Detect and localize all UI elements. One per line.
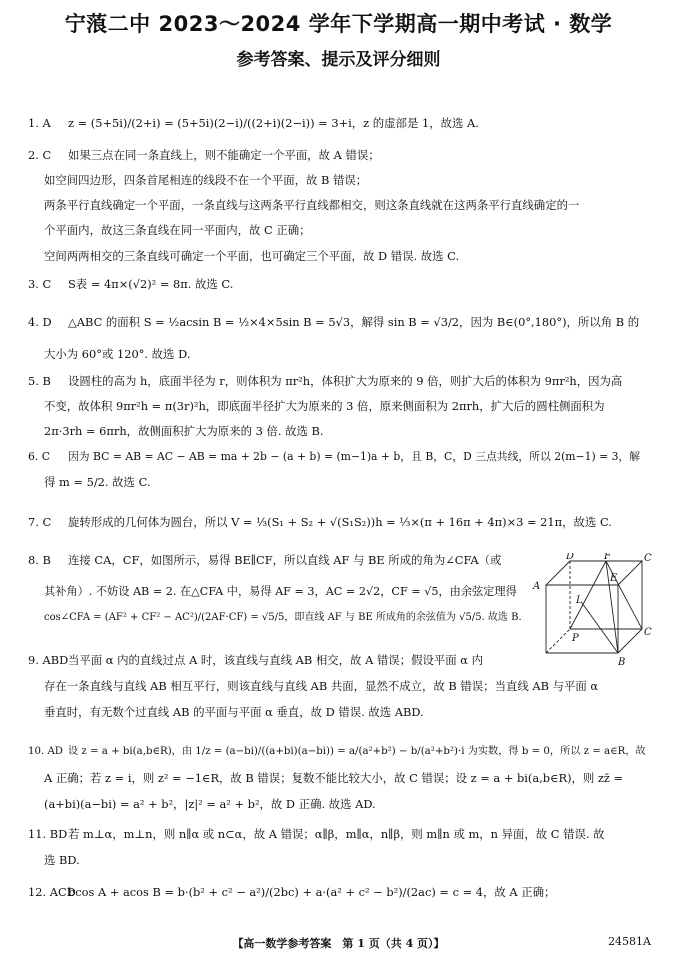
label-c1: C [644, 553, 652, 564]
answer-text: 当平面 α 内的直线过点 A 时，该直线与直线 AB 相交，故 A 错误；假设平面 α 内 [68, 653, 483, 667]
answer-text: 如果三点在同一条直线上，则不能确定一个平面，故 A 错误； [68, 148, 380, 162]
answer-text: 连接 CA，CF，如图所示，易得 BE∥CF，所以直线 AF 与 BE 所成的角为∠CFA（或 [68, 553, 502, 567]
answer-line [44, 398, 605, 414]
answer-text: bcos A + acos B = b·(b² + c² − a²)/(2bc) + a·(a² + c² − b²)/(2ac) = c = 4，故 A 正确； [68, 885, 556, 899]
answer-line [44, 474, 151, 490]
answer-text: 设圆柱的高为 h，底面半径为 r，则体积为 πr²h，体积扩大为原来的 9 倍，则扩大后的体积为 9πr²h，因为高 [68, 374, 623, 388]
answer-number: 6. C [28, 450, 50, 463]
answer-text: 个平面内，故这三条直线在同一平面内，故 C 正确； [44, 223, 311, 237]
answer-text: △ABC 的面积 S = ½acsin B = ½×4×5sin B = 5√3，解得 sin B = √3/2，因为 B∈(0°,180°)，所以角 B 的 [68, 315, 640, 329]
answer-text: 空间两两相交的三条直线可确定一个平面，也可确定三个平面，故 D 错误. 故选 C. [44, 249, 460, 263]
answer-text: 因为 BC = AB = AC − AB = ma + 2b − (a + b) = (m−1)a + b，且 B，C，D 三点共线，所以 2(m−1) = 3，解 [68, 450, 641, 463]
answer-number: 9. ABD [28, 653, 69, 667]
answer-number: 12. ACD [28, 885, 76, 899]
answer-text: 其补角）. 不妨设 AB = 2. 在△CFA 中，易得 AF = 3，AC = 2√2，CF = √5，由余弦定理得 [44, 585, 517, 598]
label-p: P [572, 633, 579, 644]
answer-line [28, 373, 622, 389]
label-f: F [604, 553, 611, 562]
answer-number: 11. BD [28, 827, 68, 841]
answer-line [28, 115, 479, 131]
answer-number: 10. AD [28, 746, 63, 757]
answer-number: 2. C [28, 148, 52, 162]
answer-line [28, 276, 233, 292]
label-e: E [610, 573, 618, 584]
answer-number: 3. C [28, 277, 52, 291]
answer-text: 两条平行直线确定一个平面，一条直线与这两条平行直线都相交，则这条直线就在这两条平行直线确定的一 [44, 198, 580, 212]
label-b: B [618, 657, 626, 668]
answer-text: cos∠CFA = (AF² + CF² − AC²)/(2AF·CF) = √5/5，即直线 AF 与 BE 所成角的余弦值为 √5/5. 故选 B. [44, 612, 522, 623]
answer-line [28, 884, 555, 900]
answer-line [44, 678, 598, 694]
page-subtitle: 参考答案、提示及评分细则 [236, 50, 441, 70]
answer-line [28, 314, 639, 330]
answer-text: 存在一条直线与直线 AB 相互平行，则该直线与直线 AB 共面，显然不成立，故 B 错误；当直线 AB 与平面 α [44, 679, 599, 693]
answer-text: 如空间四边形，四条首尾相连的线段不在一个平面，故 B 错误； [44, 173, 368, 187]
answer-line [44, 704, 424, 720]
page-footer: 【高一数学参考答案 第 1 页（共 4 页）】 [232, 937, 445, 950]
answer-line [28, 552, 501, 568]
answer-text: 选 BD. [44, 853, 80, 867]
answer-line [44, 222, 311, 238]
answer-text: 垂直时，有无数个过直线 AB 的平面与平面 α 垂直，故 D 错误. 故选 ABD. [44, 705, 424, 719]
label-a: A [533, 581, 541, 592]
answer-text: 大小为 60°或 120°. 故选 D. [44, 347, 191, 361]
label-d: D [566, 553, 575, 562]
answer-line [44, 248, 459, 264]
answer-number: 8. B [28, 553, 51, 567]
answer-text: 2π·3rh = 6πrh，故侧面积扩大为原来的 3 倍. 故选 B. [44, 424, 324, 438]
answer-line [44, 172, 367, 188]
answer-line [44, 770, 623, 786]
answer-line [28, 744, 646, 760]
answer-line [44, 584, 517, 600]
answer-line [44, 197, 579, 213]
answer-text: S表 = 4π×(√2)² = 8π. 故选 C. [68, 277, 234, 291]
answer-number: 4. D [28, 315, 52, 329]
answer-text: z = (5+5i)/(2+i) = (5+5i)(2−i)/((2+i)(2−i)) = 3+i，z 的虚部是 1，故选 A. [68, 116, 479, 130]
edge-hidden-left [546, 629, 570, 653]
paper-code: 24581A [608, 935, 651, 948]
answer-line [44, 610, 522, 626]
top-face [546, 561, 642, 585]
answer-text: 得 m = 5/2. 故选 C. [44, 475, 151, 489]
answer-number: 7. C [28, 515, 52, 529]
geometry-figure [530, 553, 655, 668]
answer-line [28, 826, 605, 842]
answer-line [28, 652, 483, 668]
label-l: L [576, 595, 583, 606]
answer-text: 若 m⊥α，m⊥n，则 n∥α 或 n⊂α，故 A 错误；α∥β，m∥α，n∥β，则 m∥n 或 m，n 异面，故 C 错误. 故 [68, 827, 605, 841]
answer-line [28, 449, 640, 465]
segment-fc [606, 561, 642, 629]
answer-line [44, 852, 80, 868]
answer-text: (a+bi)(a−bi) = a² + b²，|z|² = a² + b²，故 D 正确. 故选 AD. [44, 797, 376, 811]
answer-text: A 正确；若 z = i，则 z² = −1∈R，故 B 错误；复数不能比较大小，故 C 错误；设 z = a + bi(a,b∈R)，则 zz̄ = [44, 771, 624, 785]
answer-number: 1. A [28, 116, 51, 130]
page-title: 宁蒗二中 2023～2024 学年下学期高一期中考试 · 数学 [64, 12, 613, 36]
answer-line [44, 423, 324, 439]
edge-bottom-right [618, 629, 642, 653]
answer-line [44, 346, 190, 362]
answer-line [28, 147, 380, 163]
answer-text: 设 z = a + bi(a,b∈R)，由 1/z = (a−bi)/((a+bi)(a−bi)) = a/(a²+b²) − b/(a²+b²)·i 为实数，得 b = 0，所以 z = a∈R，故 [68, 746, 646, 757]
answer-line [28, 514, 612, 530]
answer-line [44, 796, 376, 812]
answer-number: 5. B [28, 374, 51, 388]
label-c2: C [644, 627, 652, 638]
answer-text: 不变，故体积 9πr²h = π(3r)²h，即底面半径扩大为原来的 3 倍，原来侧面积为 2πrh，扩大后的圆柱侧面积为 [44, 399, 605, 413]
answer-text: 旋转形成的几何体为圆台，所以 V = ⅓(S₁ + S₂ + √(S₁S₂))h = ⅓×(π + 16π + 4π)×3 = 21π，故选 C. [68, 515, 612, 529]
